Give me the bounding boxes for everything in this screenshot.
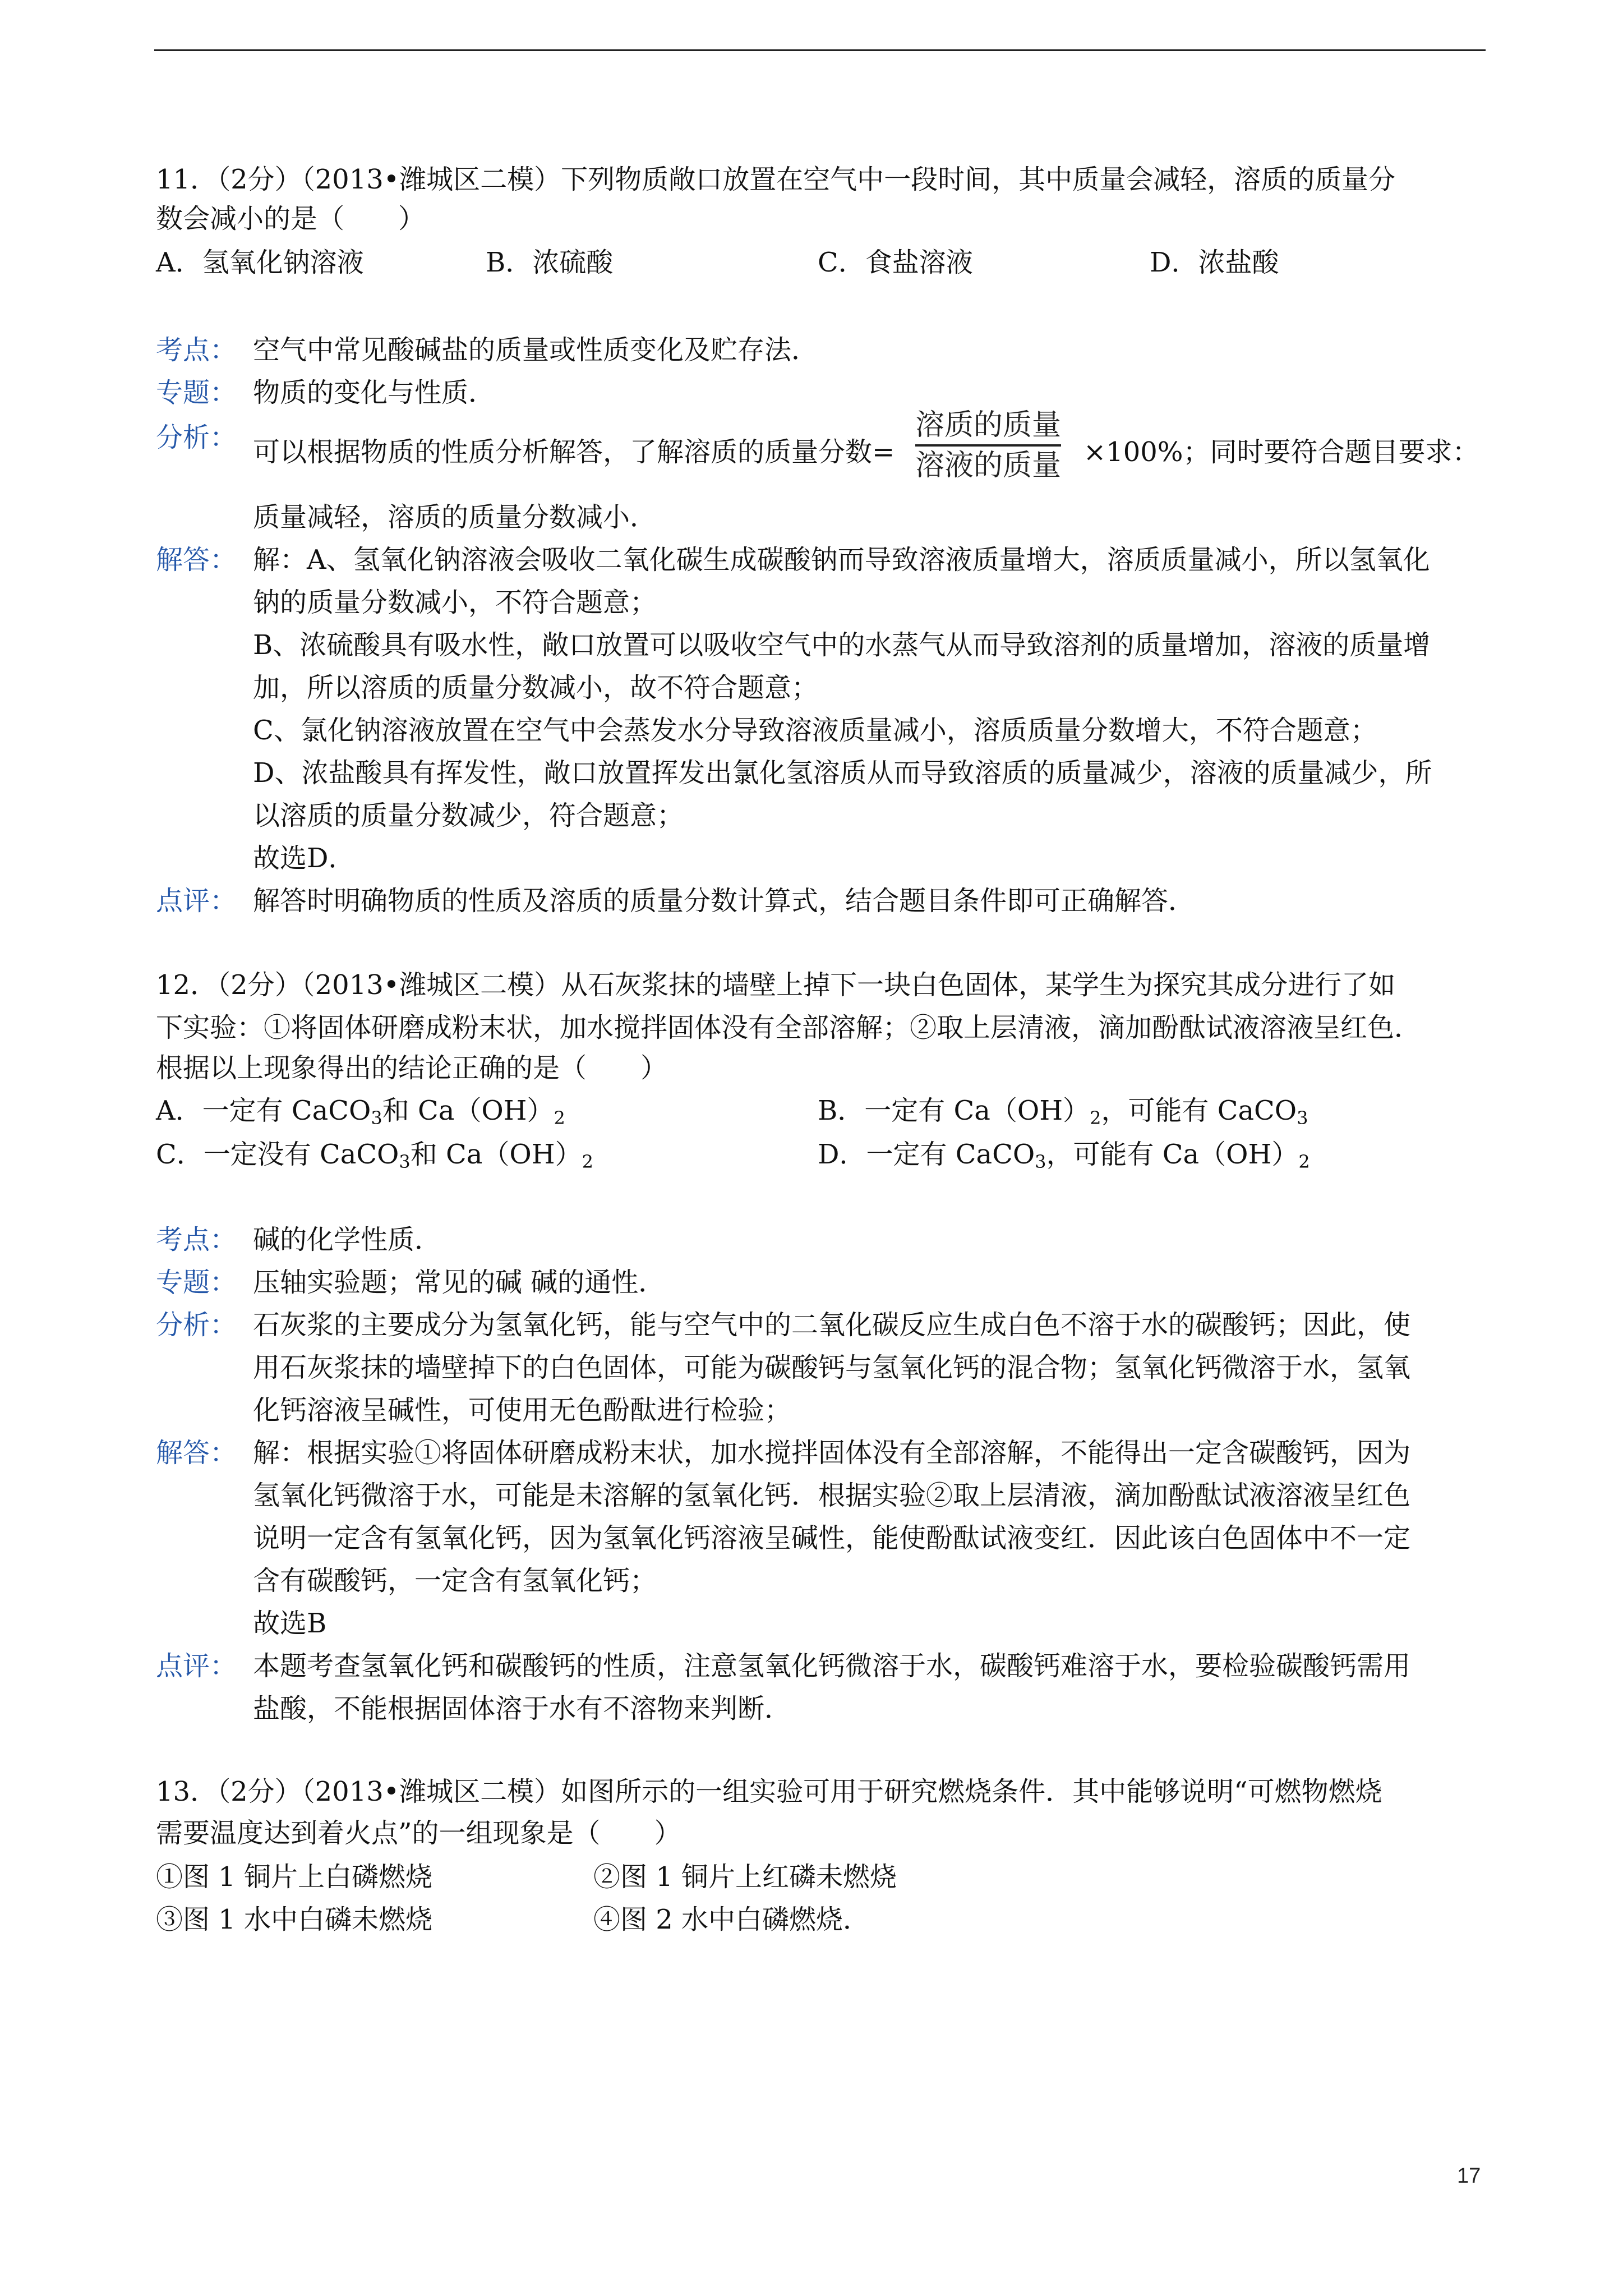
q12-kaodian-label: 考点： xyxy=(156,1224,237,1255)
q11-jieda-line: B、浓硫酸具有吸水性，敞口放置可以吸收空气中的水蒸气从而导致溶剂的质量增加，溶液的质量增 xyxy=(253,629,1431,661)
q12-dianping-line: 盐酸，不能根据固体溶于水有不溶物来判断． xyxy=(253,1693,792,1724)
q11-fenxi-post: ×100%；同时要符合题目要求： xyxy=(1083,436,1479,468)
q12-jieda-label: 解答： xyxy=(156,1437,237,1469)
q11-zhuanti-label: 专题： xyxy=(156,377,237,408)
q11-jieda-line: D、浓盐酸具有挥发性，敞口放置挥发出氯化氢溶质从而导致溶质的质量减少，溶液的质量减少，所 xyxy=(253,757,1432,789)
q12-zhuanti-text: 压轴实验题；常见的碱 碱的通性． xyxy=(253,1267,666,1298)
q12-jieda-line: 含有碳酸钙，一定含有氢氧化钙； xyxy=(253,1565,657,1596)
q11-kaodian-label: 考点： xyxy=(156,334,237,366)
page-number: 17 xyxy=(1457,2164,1481,2188)
q11-fenxi-label: 分析： xyxy=(156,422,237,453)
q11-jieda-line: 以溶质的质量分数减少，符合题意； xyxy=(253,800,684,831)
q12-option-a: A．一定有 CaCO$_3$和 $Ca(OH)_2$ xyxy=(156,1095,565,1129)
q11-jieda-line: 解：A、氢氧化钠溶液会吸收二氧化碳生成碳酸钠而导致溶液质量增大，溶质质量减小，所以氢氧化 xyxy=(253,544,1430,576)
mass-fraction-formula xyxy=(915,407,1061,484)
q13-item-2: ②图 1 铜片上红磷未燃烧 xyxy=(593,1861,897,1893)
q11-option-d: D．浓盐酸 xyxy=(1150,247,1279,278)
q13-stem-line1: 13．（2分）（2013•潍城区二模）如图所示的一组实验可用于研究燃烧条件．其中能够说明“可燃物燃烧 xyxy=(156,1776,1382,1807)
q12-jieda-line: 说明一定含有氢氧化钙，因为氢氧化钙溶液呈碱性，能使酚酞试液变红．因此该白色固体中不一定 xyxy=(253,1522,1411,1554)
q12-stem-line2: 下实验：①将固体研磨成粉末状，加水搅拌固体没有全部溶解；②取上层清液，滴加酚酞试液溶液呈红色． xyxy=(156,1012,1422,1043)
header-rule xyxy=(154,49,1486,51)
q11-stem-line2: 数会减小的是（ ） xyxy=(156,203,426,234)
q12-stem-line3: 根据以上现象得出的结论正确的是（ ） xyxy=(156,1052,668,1084)
q12-dianping-line: 本题考查氢氧化钙和碳酸钙的性质，注意氢氧化钙微溶于水，碳酸钙难溶于水，要检验碳酸钙需用 xyxy=(253,1650,1411,1682)
q12-stem-line1: 12．（2分）（2013•潍城区二模）从石灰浆抹的墙壁上掉下一块白色固体，某学生为探究其成分进行了如 xyxy=(156,969,1396,1001)
q11-kaodian-text: 空气中常见酸碱盐的质量或性质变化及贮存法． xyxy=(253,334,819,366)
q11-jieda-label: 解答： xyxy=(156,544,237,576)
fraction-denominator: 溶液的质量 xyxy=(915,449,1062,482)
q12-option-b: B．一定有 $Ca(OH)_2$，可能有 CaCO$_3$ xyxy=(818,1095,1308,1129)
q13-item-4: ④图 2 水中白磷燃烧． xyxy=(593,1904,870,1935)
q11-jieda-line: 故选D． xyxy=(253,843,356,874)
q11-option-a: A．氢氧化钠溶液 xyxy=(156,247,364,278)
q12-jieda-line: 氢氧化钙微溶于水，可能是未溶解的氢氧化钙．根据实验②取上层清液，滴加酚酞试液溶液呈红色 xyxy=(253,1480,1411,1511)
q11-stem-line1: 11．（2分）（2013•潍城区二模）下列物质敞口放置在空气中一段时间，其中质量会减轻，溶质的质量分 xyxy=(156,164,1396,195)
q11-option-c: C．食盐溶液 xyxy=(818,247,973,278)
q11-option-b: B．浓硫酸 xyxy=(486,247,614,278)
q11-fenxi-pre: 可以根据物质的性质分析解答，了解溶质的质量分数= xyxy=(253,436,895,468)
q11-jieda-line: 加，所以溶质的质量分数减小，故不符合题意； xyxy=(253,672,819,703)
q11-fenxi-line2: 质量减轻，溶质的质量分数减小． xyxy=(253,501,657,533)
q12-fenxi-line: 石灰浆的主要成分为氢氧化钙，能与空气中的二氧化碳反应生成白色不溶于水的碳酸钙；因此，使 xyxy=(253,1309,1411,1341)
q12-fenxi-line: 用石灰浆抹的墙壁掉下的白色固体，可能为碳酸钙与氢氧化钙的混合物；氢氧化钙微溶于水，氢氧 xyxy=(253,1352,1411,1383)
q12-dianping-label: 点评： xyxy=(156,1650,237,1682)
q13-item-3: ③图 1 水中白磷未燃烧 xyxy=(156,1904,433,1935)
q12-zhuanti-label: 专题： xyxy=(156,1267,237,1298)
q12-jieda-line: 解：根据实验①将固体研磨成粉末状，加水搅拌固体没有全部溶解，不能得出一定含碳酸钙，因为 xyxy=(253,1437,1411,1469)
q12-option-d: D．一定有 CaCO$_3$，可能有 $Ca(OH)_2$ xyxy=(818,1139,1310,1172)
q11-dianping-text: 解答时明确物质的性质及溶质的质量分数计算式，结合题目条件即可正确解答． xyxy=(253,885,1196,917)
q12-jieda-line: 故选B xyxy=(253,1608,327,1639)
q12-option-c: C．一定没有 CaCO$_3$和 $Ca(OH)_2$ xyxy=(156,1139,593,1172)
fraction-numerator: 溶质的质量 xyxy=(915,408,1062,442)
q11-zhuanti-text: 物质的变化与性质． xyxy=(253,377,496,408)
fraction-bar xyxy=(915,444,1061,447)
q11-jieda-line: C、氯化钠溶液放置在空气中会蒸发水分导致溶液质量减小，溶质质量分数增大，不符合题意； xyxy=(253,715,1377,746)
q12-kaodian-text: 碱的化学性质． xyxy=(253,1224,442,1255)
q11-dianping-label: 点评： xyxy=(156,885,237,917)
q13-item-1: ①图 1 铜片上白磷燃烧 xyxy=(156,1861,433,1893)
q13-stem-line2: 需要温度达到着火点”的一组现象是（ ） xyxy=(156,1818,681,1849)
q12-fenxi-label: 分析： xyxy=(156,1309,237,1341)
q12-fenxi-line: 化钙溶液呈碱性，可使用无色酚酞进行检验； xyxy=(253,1395,792,1426)
q11-jieda-line: 钠的质量分数减小，不符合题意； xyxy=(253,587,657,618)
